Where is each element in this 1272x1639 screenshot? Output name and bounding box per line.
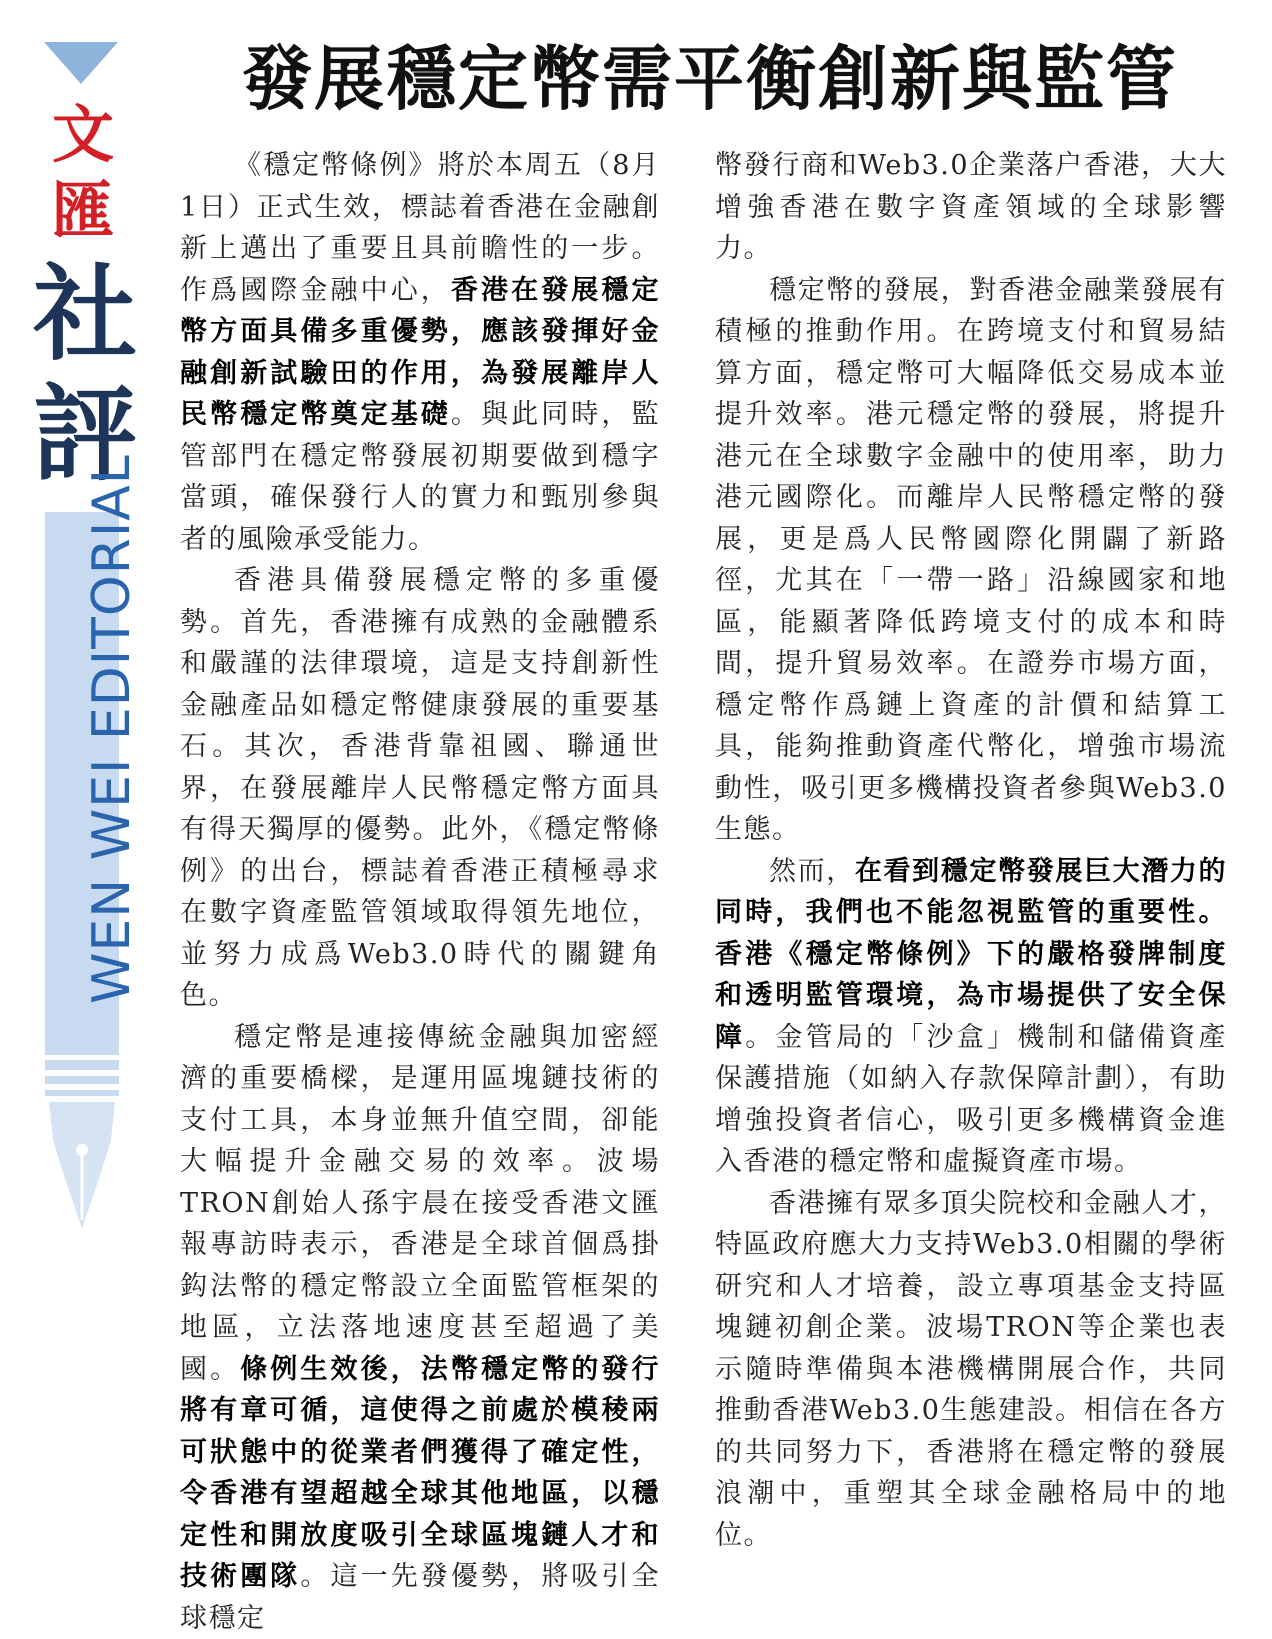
paragraph-3-continued: 幣發行商和Web3.0企業落户香港，大大增強香港在數字資產領域的全球影響力。 (715, 145, 1227, 270)
section-title-char-2: 評 (30, 382, 140, 486)
paragraph-1-text-a: 《穩定幣條例》將於本周五（8月1日）正式生效，標誌着香港在金融創新上邁出了重要且具前瞻性的一步。作爲國際金融中心， (180, 150, 660, 306)
fountain-pen-nib-icon (45, 1060, 119, 1230)
paragraph-5 (715, 851, 1227, 1183)
brand-logo-char-1: 文 (38, 104, 128, 166)
paragraph-4: 穩定幣的發展，對香港金融業發展有積極的推動作用。在跨境支付和貿易結算方面，穩定幣可大幅降低交易成本並提升效率。港元穩定幣的發展，將提升港元在全球數字金融中的使用率，助力港元國際化。而離岸人民幣穩定幣的發展，更是爲人民幣國際化開闢了新路徑，尤其在「一帶一路」沿線國家和地區，能顯著降低跨境支付的成本和時間，提升貿易效率。在證券市場方面，穩定幣作爲鏈上資產的計價和結算工具，能夠推動資產代幣化，增強市場流動性，吸引更多機構投資者參與Web3.0生態。 (715, 270, 1227, 851)
paragraph-2: 香港具備發展穩定幣的多重優勢。首先，香港擁有成熟的金融體系和嚴謹的法律環境，這是支持創新性金融產品如穩定幣健康發展的重要基石。其次，香港背靠祖國、聯通世界，在發展離岸人民幣穩定幣方面具有得天獨厚的優勢。此外，《穩定幣條例》的出台，標誌着香港正積極尋求在數字資產監管領域取得領先地位，並努力成爲Web3.0時代的關鍵角色。 (180, 560, 660, 1017)
triangle-marker-icon (44, 42, 118, 84)
paragraph-1 (180, 145, 660, 560)
editorial-sidebar (0, 0, 170, 1577)
paragraph-3-text-a: 穩定幣是連接傳統金融與加密經濟的重要橋樑，是運用區塊鏈技術的支付工具，本身並無升值空間，卻能大幅提升金融交易的效率。波場TRON創始人孫宇晨在接受香港文匯報專訪時表示，香港是全球首個爲掛鈎法幣的穩定幣設立全面監管框架的地區，立法落地速度甚至超過了美國。 (180, 1022, 660, 1385)
paragraph-3-text-c: 。這一先發優勢，將吸引全球穩定 (180, 1561, 660, 1634)
paragraph-1-highlight: 香港在發展穩定幣方面具備多重優勢，應該發揮好金融創新試驗田的作用，為發展離岸人民幣穩定幣奠定基礎 (180, 275, 660, 431)
paragraph-3-highlight: 條例生效後，法幣穩定幣的發行將有章可循，這使得之前處於模稜兩可狀態中的從業者們獲得了確定性，令香港有望超越全球其他地區，以穩定性和開放度吸引全球區塊鏈人才和技術團隊 (180, 1354, 660, 1593)
paragraph-5-highlight: 在看到穩定幣發展巨大潛力的同時，我們也不能忽視監管的重要性。香港《穩定幣條例》下的嚴格發牌制度和透明監管環境，為市場提供了安全保障 (715, 856, 1227, 1053)
english-label: WEN WEI EDITORIAL (82, 454, 142, 1004)
article-column-right (715, 145, 1227, 1556)
paragraph-6: 香港擁有眾多頂尖院校和金融人才，特區政府應大力支持Web3.0相關的學術研究和人才培養，設立專項基金支持區塊鏈初創企業。波場TRON等企業也表示隨時準備與本港機構開展合作，共同推動香港Web3.0生態建設。相信在各方的共同努力下，香港將在穩定幣的發展浪潮中，重塑其全球金融格局中的地位。 (715, 1183, 1227, 1557)
page-title: 發展穩定幣需平衡創新與監管 (170, 34, 1250, 124)
paragraph-5-text-a: 然而， (769, 856, 855, 887)
paragraph-1-text-c: 。與此同時，監管部門在穩定幣發展初期要做到穩字當頭，確保發行人的實力和甄別參與者的風險承受能力。 (180, 399, 660, 555)
brand-logo-char-2: 匯 (38, 180, 128, 242)
article-column-left (180, 145, 660, 1639)
section-title-char-1: 社 (30, 262, 140, 366)
paragraph-5-text-c: 。金管局的「沙盒」機制和儲備資產保護措施（如納入存款保障計劃），有助增強投資者信心，吸引更多機構資金進入香港的穩定幣和虛擬資產市場。 (715, 1022, 1227, 1178)
paragraph-3 (180, 1017, 660, 1639)
